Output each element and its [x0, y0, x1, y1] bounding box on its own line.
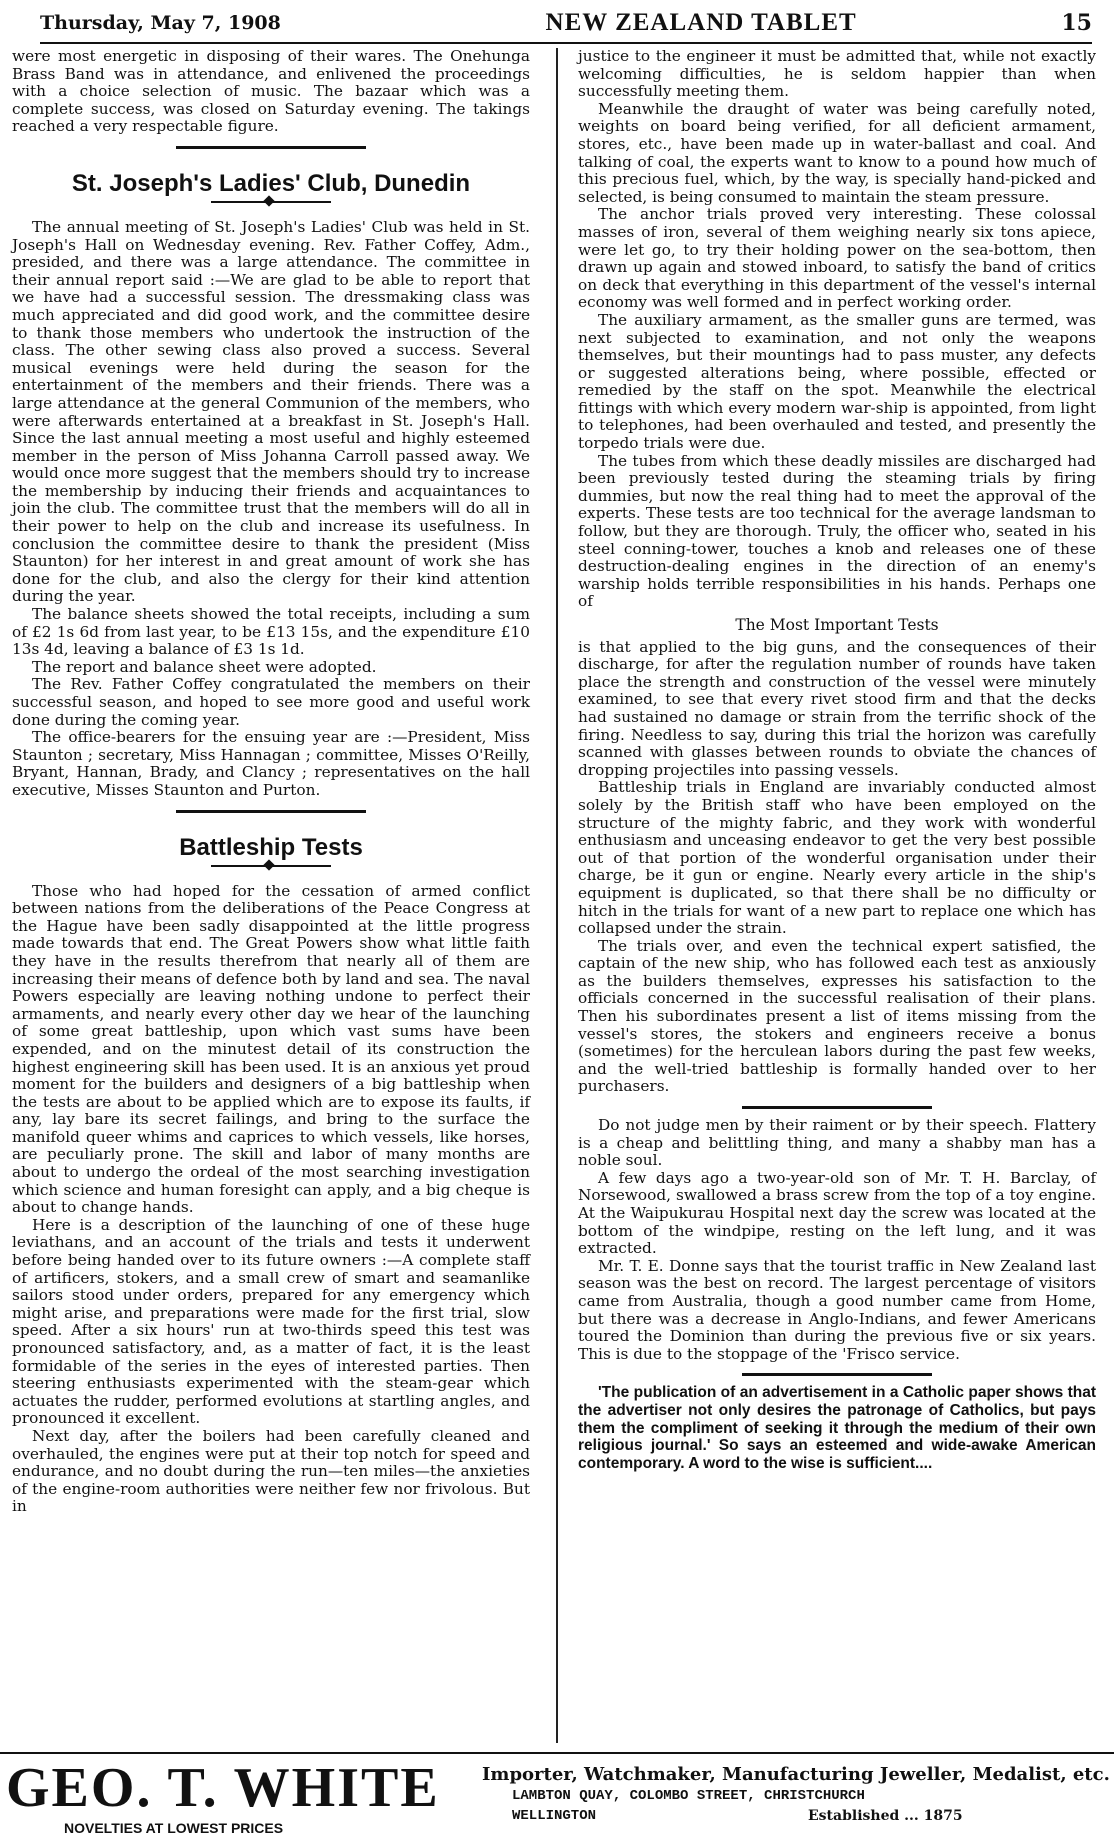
misc-paragraph: Do not judge men by their raiment or by their speech. Flattery is a cheap and belittling thing, and many a shabby man has a noble soul. — [578, 1116, 1096, 1170]
battleship-continued-paragraph: The anchor trials proved very interesting. These colossal masses of iron, several of them weighing nearly six tons apiece, were let go, to try their holding power on the sea-bottom, then drawn up again and stowed inboard, to satisfy the band of critics on deck that everything in this department of the vessel's internal economy was well formed and in perfect working order. — [578, 205, 1096, 312]
article-title-ladies-club: St. Joseph's Ladies' Club, Dunedin — [71, 169, 471, 197]
advertising-quote: 'The publication of an advertisement in a Catholic paper shows that the advertiser not only desires the patronage of Catholics, but pays them the compliment of seeking it through the medium of their own religious journal.' So says an esteemed and wide-awake American contemporary. A word to the wise is sufficient.... — [578, 1384, 1096, 1472]
title-ornament — [211, 865, 331, 869]
header-date: Thursday, May 7, 1908 — [40, 12, 281, 34]
club-body — [12, 219, 530, 800]
page-header — [40, 4, 1092, 44]
masthead-title: NEW ZEALAND TABLET — [545, 9, 857, 36]
battleship-continued-paragraph: justice to the engineer it must be admitted that, while not exactly welcoming difficulties, he is seldom happier than when successfully meeting them. — [578, 47, 1096, 101]
article-separator — [742, 1373, 932, 1376]
battleship-paragraph: Those who had hoped for the cessation of armed conflict between nations from the deliberations of the Peace Congress at the Hague have been sadly disappointed at the little progress made towards that end. The Great Powers show what little faith they have in the results therefrom that nearly all of them are increasing their means of defence both by land and sea. The naval Powers especially are leaving nothing undone to perfect their armaments, and nearly every other day we hear of the launching of some great battleship, upon which vast sums have been expended, and on the minutest detail of its construction the highest engineering skill has been used. It is an anxious yet proud moment for the builders and designers of a big battleship when the tests are about to be applied which are to expose its faults, if any, lay bare its secret failings, and bring to the surface the manifold queer whims and caprices to which vessels, like horses, are peculiarly prone. The skill and labor of many months are about to undergo the ordeal of the most searching investigation which science and human foresight can apply, and a big cheque is about to change hands. — [12, 881, 530, 1217]
battleship-body — [12, 883, 530, 1516]
club-paragraph: The annual meeting of St. Joseph's Ladies' Club was held in St. Joseph's Hall on Wednesday evening. Rev. Father Coffey, Adm., presided, and there was a large attendance. The committee in their annual report said :—We are glad to be able to report that we have had a successful session. The dressmaking class was much appreciated and did good work, and the committee desire to thank those members who undertook the instruction of the class. The other sewing class also proved a success. Several musical evenings were held during the season for the entertainment of the members and their friends. There was a large attendance at the general Communion of the members, who were afterwards entertained at a breakfast in St. Joseph's Hall. Since the last annual meeting a most useful and highly esteemed member in the person of Miss Johanna Carroll passed away. We would once more suggest that the members should try to increase the membership by inducing their friends and acquaintances to join the club. The committee trust that the members will do all in their power to help on the club and increase its usefulness. In conclusion the committee desire to thank the president (Miss Staunton) for her interest in and great amount of work she has done for the club, and also the clergy for their kind attention during the year. — [12, 217, 530, 606]
advertisement-banner — [0, 1752, 1114, 1848]
title-ornament — [211, 201, 331, 205]
ad-city: WELLINGTON — [512, 1808, 597, 1824]
battleship-continued-paragraph: The tubes from which these deadly missiles are discharged had been previously tested during the steaming trials by firing dummies, but now the real thing had to meet the approval of the experts. These tests are too technical for the average landsman to follow, but they are thorough. Truly, the officer who, seated in his steel conning-tower, touches a knob and releases one of these destruction-dealing engines in the direction of an enemy's warship holds terrible responsibilities in his hands. Perhaps one of — [578, 451, 1096, 611]
article-title-battleship-tests: Battleship Tests — [179, 833, 363, 861]
right-column — [578, 48, 1096, 1472]
club-paragraph: The office-bearers for the ensuing year are :—President, Miss Staunton ; secretary, Miss Hannagan ; committee, Misses O'Reilly, Bryant, Hannan, Brady, and Clancy ; representatives on the hall executive, Misses Staunton and Purton. — [12, 728, 530, 799]
article-separator — [176, 810, 366, 813]
misc-paragraph: Mr. T. E. Donne says that the tourist traffic in New Zealand last season was the best on record. The largest percentage of visitors came from Australia, though a good number came from Home, but there was a decrease in Anglo-Indians, and fewer Americans toured the Dominion than during the previous five or six years. This is due to the stoppage of the 'Frisco service. — [578, 1256, 1096, 1363]
ad-established: Established ... 1875 — [808, 1808, 963, 1824]
battleship-continued-paragraph: The auxiliary armament, as the smaller guns are termed, was next subjected to examination, and not only the weapons themselves, but their mountings had to pass muster, any defects or suggested alterations being, where possible, effected or remedied by the staff on the spot. Meanwhile the electrical fittings with which every modern war-ship is appointed, from light to telephones, had been overhauled and tested, and presently the torpedo trials were due. — [578, 310, 1096, 453]
intro-paragraph: were most energetic in disposing of their wares. The Onehunga Brass Band was in attendance, and enlivened the proceedings with a choice selection of music. The bazaar which was a complete success, was closed on Saturday evening. The takings reached a very respectable figure. — [12, 47, 530, 136]
subheading-most-important-tests: The Most Important Tests — [735, 616, 939, 634]
tests-paragraph: Battleship trials in England are invariably conducted almost solely by the British staff who have been employed on the structure of the mighty fabric, and they work with wonderful enthusiasm and unceasing endeavor to get the very best possible out of that portion of the wonderful organisation under their charge, be it gun or engine. Nearly every article in the ship's equipment is duplicated, so that there shall be no difficulty or hitch in the trials for want of a new part to replace one which has collapsed under the strain. — [578, 778, 1096, 938]
club-paragraph: The report and balance sheet were adopted. — [32, 657, 377, 676]
tests-paragraph: is that applied to the big guns, and the consequences of their discharge, for after the regulation number of rounds have taken place the strength and construction of the vessel were minutely examined, to see that every rivet stood firm and that the decks had sustained no damage or strain from the terrific shock of the firing. Needless to say, during this trial the horizon was carefully scanned with glasses between rounds to obviate the chances of dropping projectiles into passing vessels. — [578, 637, 1096, 779]
ad-company-name: GEO. T. WHITE — [6, 1757, 440, 1819]
article-separator — [742, 1106, 932, 1109]
ad-addresses: LAMBTON QUAY, COLOMBO STREET, CHRISTCHURCH — [512, 1788, 865, 1804]
ad-trades: Importer, Watchmaker, Manufacturing Jeweller, Medalist, etc. — [482, 1764, 1110, 1785]
column-divider — [556, 48, 558, 1743]
page-number: 15 — [1061, 10, 1092, 36]
club-paragraph: The balance sheets showed the total receipts, including a sum of £2 1s 6d from last year, to be £13 15s, and the expenditure £10 13s 4d, leaving a balance of £3 1s 1d. — [12, 605, 530, 659]
battleship-paragraph: Here is a description of the launching of one of these huge leviathans, and an account of the trials and tests it underwent before being handed over to its future owners :—A complete staff of artificers, stokers, and a small crew of smart and seamanlike sailors stood under orders, prepared for any emergency which might arise, and preparations were made for the first trial, slow speed. After a six hours' run at two-thirds speed this test was pronounced satisfactory, and, as a matter of fact, it is the least formidable of the series in the eyes of interested parties. Then steering enthusiasts experimented with the steam-gear which actuates the rudder, performed evolutions at startling angles, and pronounced it excellent. — [12, 1215, 530, 1428]
battleship-paragraph: Next day, after the boilers had been carefully cleaned and overhauled, the engines were put at their top notch for speed and endurance, and no doubt during the run—ten miles—the anxieties of the engine-room authorities were neither few nor frivolous. But in — [12, 1426, 530, 1516]
left-column — [12, 48, 530, 1516]
article-separator — [176, 146, 366, 149]
club-paragraph: The Rev. Father Coffey congratulated the members on their successful season, and hoped to see more good and useful work done during the coming year. — [12, 675, 530, 729]
tests-paragraph: The trials over, and even the technical expert satisfied, the captain of the new ship, who has followed each test as anxiously as the builders themselves, expresses his satisfaction to the officials concerned in the successful realisation of their plans. Then his subordinates present a list of items missing from the vessel's stores, the stokers and engineers receive a bonus (sometimes) for the herculean labors during the past few weeks, and the well-tried battleship is formally handed over to her purchasers. — [578, 936, 1096, 1096]
ad-slogan: NOVELTIES AT LOWEST PRICES — [64, 1820, 284, 1836]
battleship-continued-paragraph: Meanwhile the draught of water was being carefully noted, weights on board being verified, for all deficient armament, stores, etc., have been made up in water-ballast and coal. And talking of coal, the experts want to know to a pound how much of this precious fuel, which, by the way, is specially hand-picked and selected, is being consumed to maintain the steam pressure. — [578, 99, 1096, 206]
misc-paragraph: A few days ago a two-year-old son of Mr. T. H. Barclay, of Norsewood, swallowed a brass screw from the top of a toy engine. At the Waipukurau Hospital next day the screw was located at the bottom of the windpipe, resting on the left lung, and it was extracted. — [578, 1168, 1096, 1258]
